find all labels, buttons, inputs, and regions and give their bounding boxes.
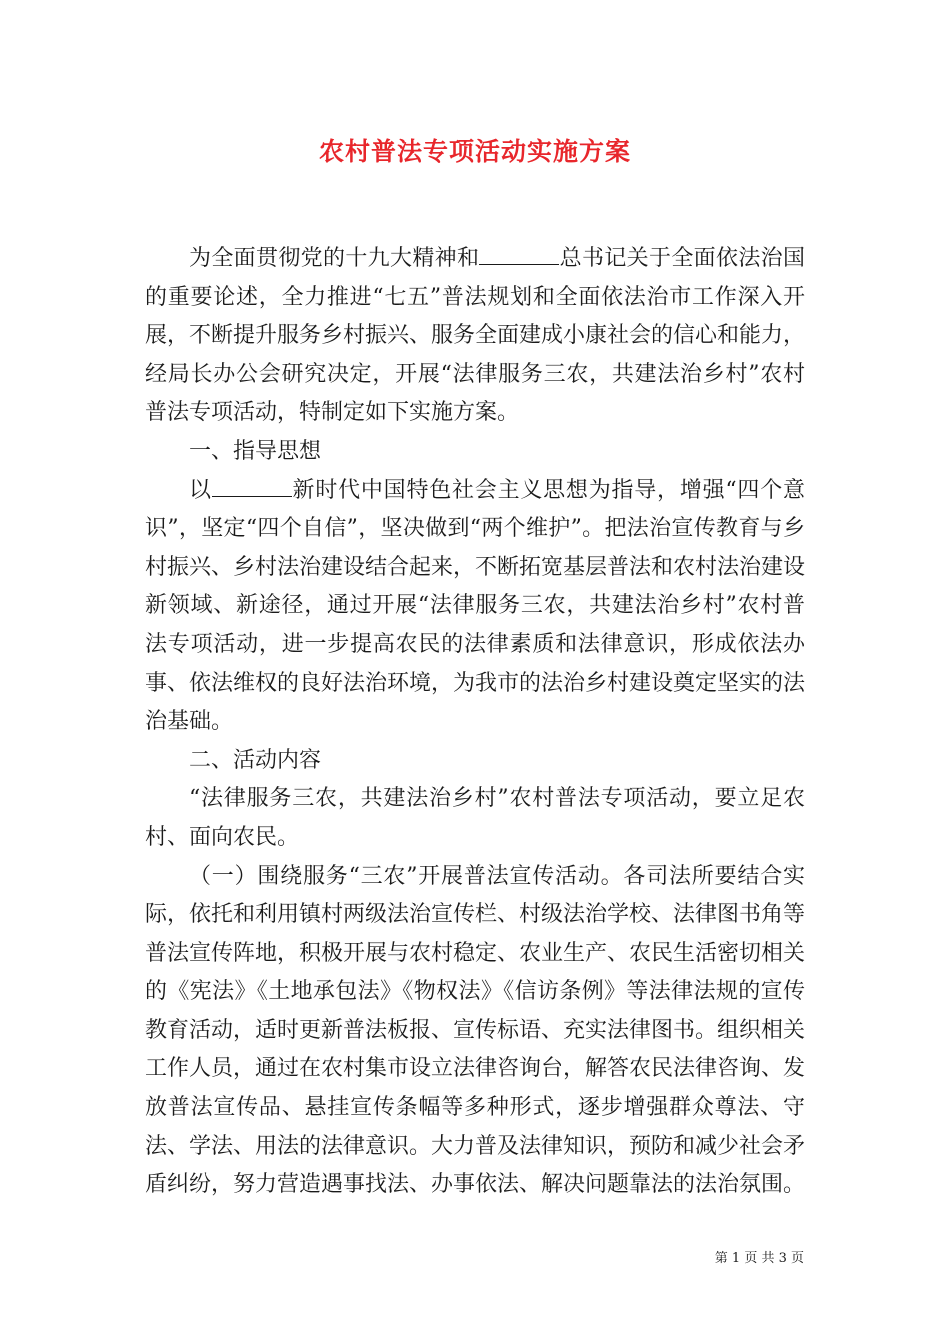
section-heading-activity-content: 二、活动内容 — [189, 747, 322, 773]
paragraph-activity-item-1: （一）围绕服务“三农”开展普法宣传活动。各司法所要结合实际，依托和利用镇村两级法治宣传栏、村级法治学校、法律图书角等普法宣传阵地，积极开展与农村稳定、农业生产、农民生活密切相关的《宪法》《土地承包法》《物权法》《信访条例》等法律法规的宣传教育活动，适时更新普法板报、宣传标语、充实法律图书。组织相关工作人员，通过在农村集市设立法律咨询台，解答农民法律咨询、发放普法宣传品、悬挂宣传条幅等多种形式，逐步增强群众尊法、守法、学法、用法的法律意识。大力普及法律知识，预防和减少社会矛盾纠纷，努力营造遇事找法、办事依法、解决问题靠法的法治氛围。 — [145, 863, 806, 1198]
page-number-footer: 第 1 页 共 3 页 — [714, 1251, 804, 1266]
section-heading-guiding-ideology: 一、指导思想 — [189, 438, 322, 464]
blank-underline — [479, 240, 559, 265]
paragraph-intro-part-1: 为全面贯彻党的十九大精神和 — [189, 246, 480, 271]
paragraph-intro — [145, 240, 805, 433]
paragraph-guiding-part-2: 新时代中国特色社会主义思想为指导，增强“四个意识”，坚定“四个自信”，坚决做到“两个维护”。把法治宣传教育与乡村振兴、乡村法治建设结合起来，不断拓宽基层普法和农村法治建设新领域、新途径，通过开展“法律服务三农，共建法治乡村”农村普法专项活动，进一步提高农民的法律素质和法律意识，形成依法办事、依法维权的良好法治环境，为我市的法治乡村建设奠定坚实的法治基础。 — [145, 477, 806, 735]
paragraph-guiding-ideology — [145, 472, 805, 742]
blank-underline — [212, 472, 292, 497]
document-body — [145, 240, 805, 1205]
paragraph-activity-intro: “法律服务三农，共建法治乡村”农村普法专项活动，要立足农村、面向农民。 — [145, 786, 805, 850]
paragraph-guiding-part-1: 以 — [189, 477, 212, 503]
document-title: 农村普法专项活动实施方案 — [318, 137, 631, 166]
paragraph-intro-part-2: 总书记关于全面依法治国的重要论述，全力推进“七五”普法规划和全面依法治市工作深入开展，不断提升服务乡村振兴、服务全面建成小康社会的信心和能力，经局长办公会研究决定，开展“法律服务三农，共建法治乡村”农村普法专项活动，特制定如下实施方案。 — [145, 246, 806, 426]
